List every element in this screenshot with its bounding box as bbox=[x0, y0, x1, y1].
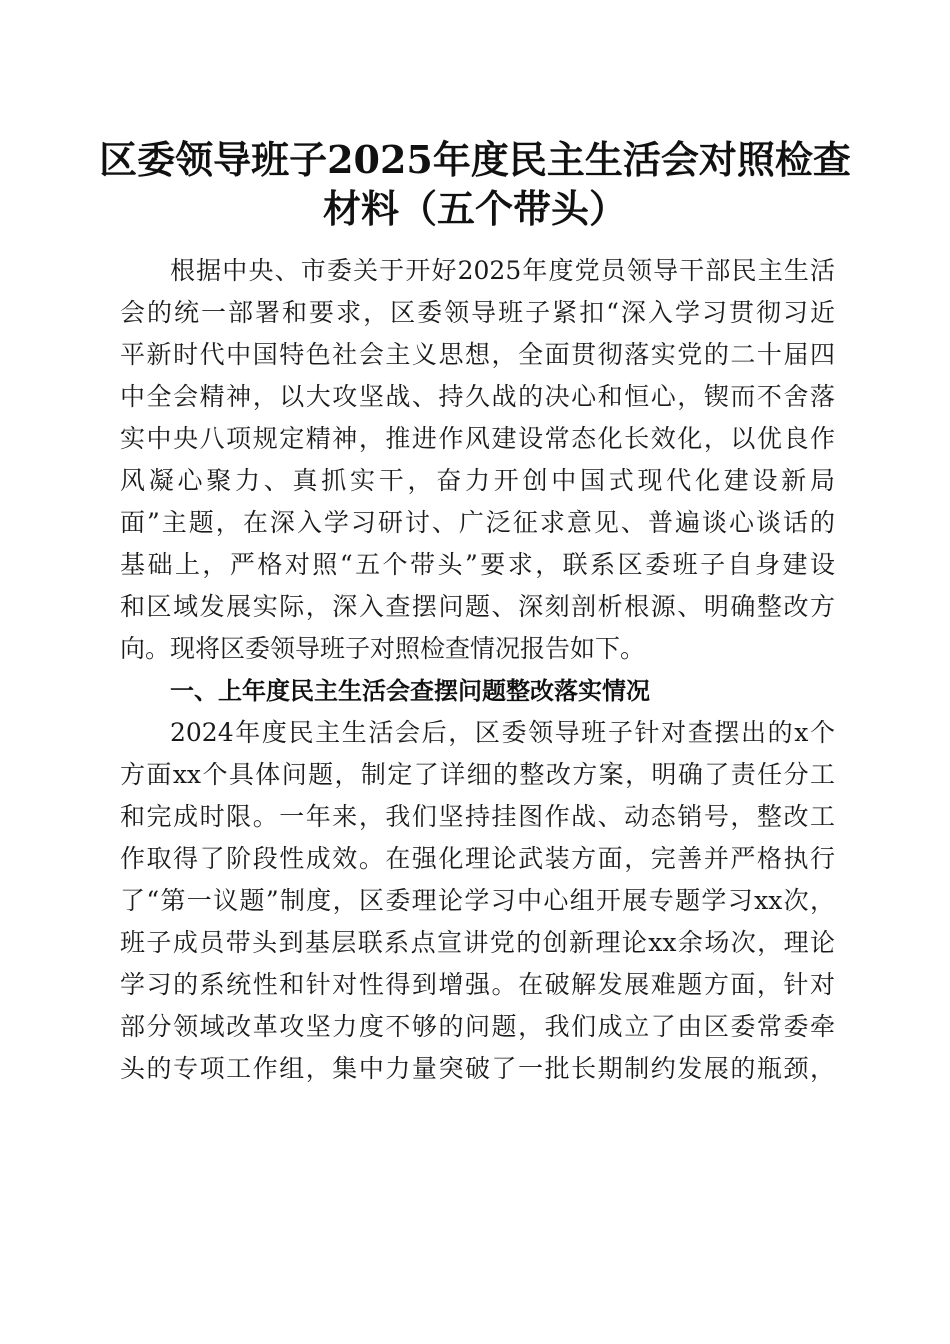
paragraph-line: 班子成员带头到基层联系点宣讲党的创新理论xx余场次，理论 bbox=[120, 928, 835, 957]
paragraph-line: 方面xx个具体问题，制定了详细的整改方案，明确了责任分工 bbox=[120, 760, 835, 789]
paragraph-line: 和完成时限。一年来，我们坚持挂图作战、动态销号，整改工 bbox=[120, 802, 835, 831]
paragraph-line: 部分领域改革攻坚力度不够的问题，我们成立了由区委常委牵 bbox=[120, 1012, 835, 1041]
paragraph-line: 会的统一部署和要求，区委领导班子紧扣“深入学习贯彻习近 bbox=[120, 298, 835, 327]
document-body bbox=[120, 250, 835, 1090]
paragraph-line: 中全会精神，以大攻坚战、持久战的决心和恒心，锲而不舍落 bbox=[120, 382, 835, 411]
paragraph-line: 学习的系统性和针对性得到增强。在破解发展难题方面，针对 bbox=[120, 970, 835, 999]
paragraph-line: 作取得了阶段性成效。在强化理论武装方面，完善并严格执行 bbox=[120, 844, 835, 873]
paragraph-line: 头的专项工作组，集中力量突破了一批长期制约发展的瓶颈， bbox=[120, 1054, 835, 1083]
paragraph-line: 向。现将区委领导班子对照检查情况报告如下。 bbox=[120, 634, 646, 663]
paragraph-line: 平新时代中国特色社会主义思想，全面贯彻落实党的二十届四 bbox=[120, 340, 835, 369]
document-title-line-1: 区委领导班子2025年度民主生活会对照检查 bbox=[99, 137, 851, 182]
paragraph-line: 基础上，严格对照“五个带头”要求，联系区委班子自身建设 bbox=[120, 550, 835, 579]
section-heading: 一、上年度民主生活会查摆问题整改落实情况 bbox=[170, 677, 650, 705]
intro-paragraph bbox=[120, 250, 835, 670]
paragraph-line: 和区域发展实际，深入查摆问题、深刻剖析根源、明确整改方 bbox=[120, 592, 835, 621]
paragraph-line: 风凝心聚力、真抓实干，奋力开创中国式现代化建设新局 bbox=[120, 466, 835, 495]
paragraph-line: 实中央八项规定精神，推进作风建设常态化长效化，以优良作 bbox=[120, 424, 835, 453]
paragraph-line: 面”主题，在深入学习研讨、广泛征求意见、普遍谈心谈话的 bbox=[120, 508, 835, 537]
paragraph-line: 根据中央、市委关于开好2025年度党员领导干部民主生活 bbox=[170, 256, 835, 285]
paragraph-line: 2024年度民主生活会后，区委领导班子针对查摆出的x个 bbox=[170, 718, 835, 747]
document-title-line-2: 材料（五个带头） bbox=[322, 186, 627, 231]
section-paragraph bbox=[120, 712, 835, 1090]
paragraph-line: 了“第一议题”制度，区委理论学习中心组开展专题学习xx次， bbox=[120, 886, 835, 915]
